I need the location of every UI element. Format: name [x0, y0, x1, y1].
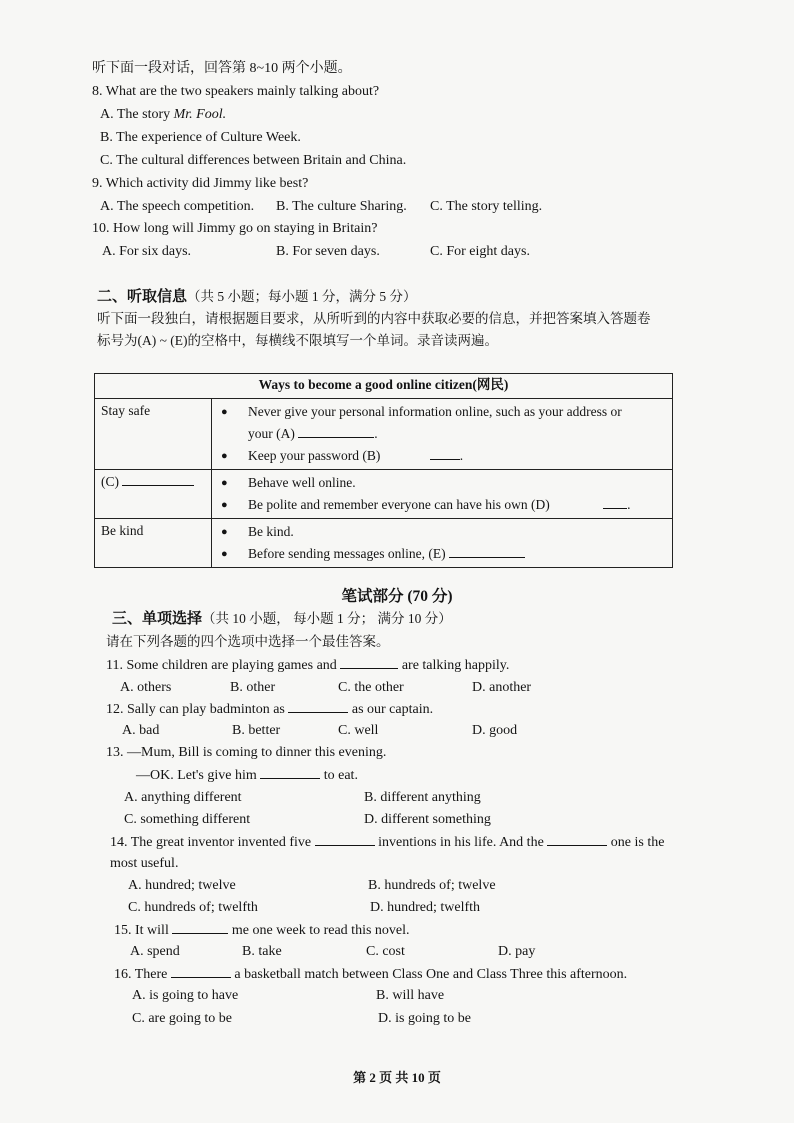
q13-reply: —OK. Let's give him to eat. [136, 768, 358, 783]
section2-heading: 二、听取信息（共 5 小题；每小题 1 分，满分 5 分） [97, 289, 417, 305]
written-part-title: 笔试部分 (70 分) [341, 588, 453, 605]
row-c-bullet-2: ● Be polite and remember everyone can have his own (D) . [218, 494, 666, 516]
q8-option-b: B. The experience of Culture Week. [100, 130, 301, 145]
q12-option-b: B. better [232, 723, 281, 738]
q14-option-b: B. hundreds of; twelve [368, 878, 496, 893]
q10-option-a: A. For six days. [102, 244, 192, 259]
q14-option-a: A. hundred; twelve [128, 878, 236, 893]
q9-stem: 9. Which activity did Jimmy like best? [92, 176, 309, 191]
q16-option-b: B. will have [376, 988, 445, 1003]
row-c-label: (C) [95, 470, 212, 519]
q14-stem: 14. The great inventor invented five inventions in his life. And the one is the [110, 835, 665, 850]
section3-instruction: 请在下列各题的四个选项中选择一个最佳答案。 [106, 634, 390, 649]
q10-stem: 10. How long will Jimmy go on staying in Britain? [92, 221, 378, 236]
q16-option-d: D. is going to be [378, 1011, 471, 1026]
q12-stem: 12. Sally can play badminton as as our captain. [106, 702, 434, 717]
section3-heading: 三、单项选择（共 10 小题， 每小题 1 分； 满分 10 分） [112, 611, 452, 627]
table-header: Ways to become a good online citizen(网民) [95, 374, 673, 399]
be-kind-bullet-2: ● Before sending messages online, (E) [218, 543, 666, 565]
q12-option-c: C. well [338, 723, 379, 738]
page-number: 第 2 页 共 10 页 [353, 1070, 441, 1085]
q15-option-b: B. take [242, 944, 282, 959]
section2-instruction-1: 听下面一段独白，请根据题目要求，从所听到的内容中获取必要的信息，并把答案填入答题卷 [97, 311, 651, 326]
section2-instruction-2: 标号为(A) ~ (E)的空格中，每横线不限填写一个单词。录音读两遍。 [97, 333, 499, 348]
q11-option-b: B. other [230, 680, 276, 695]
q9-option-b: B. The culture Sharing. [276, 199, 407, 214]
q13-option-c: C. something different [124, 812, 251, 827]
q11-option-a: A. others [120, 680, 172, 695]
row-be-kind-label: Be kind [95, 519, 212, 568]
q16-stem: 16. There a basketball match between Class One and Class Three this afternoon. [114, 967, 628, 982]
be-kind-bullet-1: ● Be kind. [218, 521, 666, 543]
q14-option-d: D. hundred; twelfth [370, 900, 481, 915]
q8-option-c: C. The cultural differences between Britain and China. [100, 153, 407, 168]
q13-option-d: D. different something [364, 812, 491, 827]
q12-option-d: D. good [472, 723, 518, 738]
q15-option-d: D. pay [498, 944, 536, 959]
q15-option-a: A. spend [130, 944, 180, 959]
q11-option-c: C. the other [338, 680, 404, 695]
stay-safe-bullet-1: ● Never give your personal information online, such as your address or your (A) . [218, 401, 666, 445]
q11-option-d: D. another [472, 680, 532, 695]
q13-option-b: B. different anything [364, 790, 481, 805]
listening-intro: 听下面一段对话，回答第 8~10 两个小题。 [92, 61, 352, 76]
q15-option-c: C. cost [366, 944, 405, 959]
q10-option-c: C. For eight days. [430, 244, 530, 259]
online-citizen-table [94, 373, 673, 568]
stay-safe-bullet-2: ● Keep your password (B) . [218, 445, 666, 467]
q16-option-a: A. is going to have [132, 988, 239, 1003]
q10-option-b: B. For seven days. [276, 244, 380, 259]
q13-stem: 13. —Mum, Bill is coming to dinner this evening. [106, 745, 387, 760]
q13-option-a: A. anything different [124, 790, 242, 805]
q16-option-c: C. are going to be [132, 1011, 232, 1026]
row-stay-safe-label: Stay safe [95, 399, 212, 470]
q9-option-a: A. The speech competition. [100, 199, 255, 214]
q14-option-c: C. hundreds of; twelfth [128, 900, 258, 915]
q11-stem: 11. Some children are playing games and are talking happily. [106, 658, 510, 673]
q15-stem: 15. It will me one week to read this novel. [114, 923, 410, 938]
q14-stem-continued: most useful. [110, 856, 179, 871]
q12-option-a: A. bad [122, 723, 160, 738]
q8-option-a: A. The story Mr. Fool. [100, 107, 227, 122]
q9-option-c: C. The story telling. [430, 199, 543, 214]
q8-stem: 8. What are the two speakers mainly talking about? [92, 84, 380, 99]
row-c-bullet-1: ● Behave well online. [218, 472, 666, 494]
